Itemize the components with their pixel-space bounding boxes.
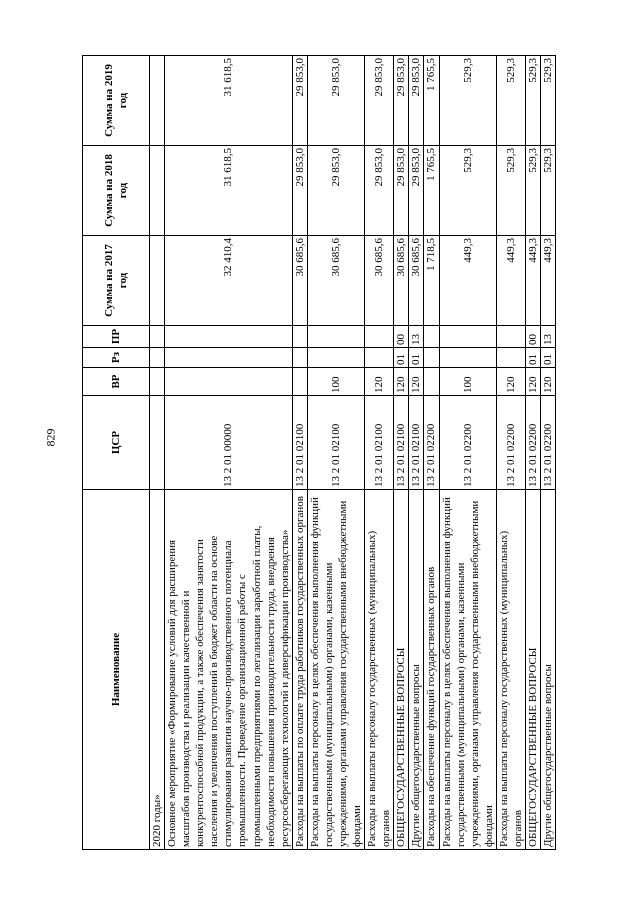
row-csr: 13 2 01 00000 bbox=[165, 396, 293, 490]
row-name: Расходы на выплаты по оплате труда работников государственных органов bbox=[292, 490, 307, 850]
row-sum-2019: 529,3 bbox=[439, 56, 496, 146]
row-sum-2018: 529,3 bbox=[526, 146, 541, 236]
row-vr bbox=[150, 368, 165, 396]
header-row bbox=[83, 56, 150, 850]
row-rz: 01 bbox=[541, 348, 556, 368]
row-rz bbox=[439, 348, 496, 368]
row-sum-2017: 449,3 bbox=[439, 236, 496, 326]
header-rz: Рз bbox=[83, 348, 150, 368]
row-sum-2017: 30 685,6 bbox=[409, 236, 424, 326]
row-pr: 00 bbox=[526, 326, 541, 348]
page-number: 829 bbox=[43, 428, 58, 447]
table-row bbox=[439, 56, 496, 850]
row-csr: 13 2 01 02100 bbox=[365, 396, 394, 490]
row-rz bbox=[165, 348, 293, 368]
row-rz bbox=[365, 348, 394, 368]
row-rz bbox=[307, 348, 364, 368]
row-sum-2019: 31 618,5 bbox=[165, 56, 293, 146]
table-row bbox=[292, 56, 307, 850]
header-sum-2017: Сумма на 2017 год bbox=[83, 236, 150, 326]
row-name: ОБЩЕГОСУДАРСТВЕННЫЕ ВОПРОСЫ bbox=[526, 490, 541, 850]
row-sum-2017: 30 685,6 bbox=[365, 236, 394, 326]
row-vr: 120 bbox=[394, 368, 409, 396]
row-sum-2019: 529,3 bbox=[496, 56, 525, 146]
header-sum-2018: Сумма на 2018 год bbox=[83, 146, 150, 236]
budget-table bbox=[82, 55, 556, 850]
row-sum-2018: 29 853,0 bbox=[409, 146, 424, 236]
row-sum-2017: 449,3 bbox=[496, 236, 525, 326]
row-sum-2017: 32 410,4 bbox=[165, 236, 293, 326]
row-sum-2017: 30 685,6 bbox=[292, 236, 307, 326]
row-pr bbox=[307, 326, 364, 348]
row-sum-2019: 29 853,0 bbox=[365, 56, 394, 146]
row-rz: 01 bbox=[409, 348, 424, 368]
header-sum-2019: Сумма на 2019 год bbox=[83, 56, 150, 146]
row-vr: 120 bbox=[409, 368, 424, 396]
row-csr: 13 2 01 02200 bbox=[439, 396, 496, 490]
table-row bbox=[541, 56, 556, 850]
table-body bbox=[150, 56, 556, 850]
table-row bbox=[307, 56, 364, 850]
header-pr: ПР bbox=[83, 326, 150, 348]
table-row bbox=[526, 56, 541, 850]
row-name: Расходы на обеспечение функций государственных органов bbox=[424, 490, 439, 850]
row-name: Другие общегосударственные вопросы bbox=[409, 490, 424, 850]
header-csr: ЦСР bbox=[83, 396, 150, 490]
row-vr: 120 bbox=[496, 368, 525, 396]
row-sum-2019: 29 853,0 bbox=[292, 56, 307, 146]
row-pr bbox=[496, 326, 525, 348]
row-pr bbox=[292, 326, 307, 348]
row-csr bbox=[150, 396, 165, 490]
row-pr: 13 bbox=[541, 326, 556, 348]
row-vr: 120 bbox=[365, 368, 394, 396]
row-name: Расходы на выплаты персоналу государственных (муниципальных) органов bbox=[365, 490, 394, 850]
row-rz bbox=[150, 348, 165, 368]
header-name: Наименование bbox=[83, 490, 150, 850]
row-sum-2019: 29 853,0 bbox=[394, 56, 409, 146]
row-sum-2017: 30 685,6 bbox=[394, 236, 409, 326]
table-row bbox=[424, 56, 439, 850]
row-sum-2018: 529,3 bbox=[496, 146, 525, 236]
row-rz bbox=[292, 348, 307, 368]
row-pr bbox=[150, 326, 165, 348]
table-row bbox=[165, 56, 293, 850]
row-sum-2019 bbox=[150, 56, 165, 146]
row-sum-2018: 529,3 bbox=[541, 146, 556, 236]
row-rz bbox=[424, 348, 439, 368]
row-name: Другие общегосударственные вопросы bbox=[541, 490, 556, 850]
row-rz: 01 bbox=[526, 348, 541, 368]
row-sum-2017: 30 685,6 bbox=[307, 236, 364, 326]
header-vr: ВР bbox=[83, 368, 150, 396]
row-vr bbox=[424, 368, 439, 396]
row-sum-2019: 529,3 bbox=[526, 56, 541, 146]
table-row bbox=[409, 56, 424, 850]
row-vr: 100 bbox=[439, 368, 496, 396]
row-sum-2017 bbox=[150, 236, 165, 326]
row-name: Расходы на выплаты персоналу в целях обеспечения выполнения функций государственными (муниципальными) органами, казенными учреждениями, органами управления государственными внебюджетными фондами bbox=[439, 490, 496, 850]
row-sum-2017: 1 718,5 bbox=[424, 236, 439, 326]
table-frame bbox=[82, 56, 588, 850]
row-pr: 13 bbox=[409, 326, 424, 348]
table-row bbox=[496, 56, 525, 850]
row-name: Расходы на выплаты персоналу в целях обеспечения выполнения функций государственными (муниципальными) органами, казенными учреждениями, органами управления государственными внебюджетными фондами bbox=[307, 490, 364, 850]
row-sum-2019: 529,3 bbox=[541, 56, 556, 146]
row-csr: 13 2 01 02200 bbox=[541, 396, 556, 490]
row-name: Расходы на выплаты персоналу государственных (муниципальных) органов bbox=[496, 490, 525, 850]
row-csr: 13 2 01 02100 bbox=[307, 396, 364, 490]
row-pr bbox=[424, 326, 439, 348]
row-csr: 13 2 01 02200 bbox=[496, 396, 525, 490]
row-vr: 100 bbox=[307, 368, 364, 396]
row-rz bbox=[496, 348, 525, 368]
row-sum-2018: 29 853,0 bbox=[394, 146, 409, 236]
row-vr bbox=[292, 368, 307, 396]
row-csr: 13 2 01 02100 bbox=[292, 396, 307, 490]
row-pr: 00 bbox=[394, 326, 409, 348]
row-sum-2019: 29 853,0 bbox=[409, 56, 424, 146]
row-pr bbox=[165, 326, 293, 348]
row-csr: 13 2 01 02100 bbox=[409, 396, 424, 490]
rotated-table-container bbox=[82, 56, 588, 850]
row-name: 2020 годы» bbox=[150, 490, 165, 850]
row-sum-2019: 29 853,0 bbox=[307, 56, 364, 146]
row-vr: 120 bbox=[526, 368, 541, 396]
row-rz: 01 bbox=[394, 348, 409, 368]
row-sum-2018: 31 618,5 bbox=[165, 146, 293, 236]
row-csr: 13 2 01 02100 bbox=[394, 396, 409, 490]
row-name: ОБЩЕГОСУДАРСТВЕННЫЕ ВОПРОСЫ bbox=[394, 490, 409, 850]
row-sum-2018: 529,3 bbox=[439, 146, 496, 236]
row-vr bbox=[165, 368, 293, 396]
row-sum-2018: 1 765,5 bbox=[424, 146, 439, 236]
row-vr: 120 bbox=[541, 368, 556, 396]
row-name: Основное мероприятие «Формирование условий для расширения масштабов производства и реализации качественной и конкурентоспособной продукции, а также обеспечения занятости населения и увеличения поступлений в бюджет области на основе стимулирования развития научно-производственного потенциала промышленности. Проведение организационной работы с промышленными предприятиями по легализации заработной платы, необходимости повышения производительности труда, внедрения ресурсосберегающих технологий и диверсификации производства» bbox=[165, 490, 293, 850]
row-sum-2019: 1 765,5 bbox=[424, 56, 439, 146]
row-sum-2018: 29 853,0 bbox=[307, 146, 364, 236]
table-row bbox=[394, 56, 409, 850]
row-pr bbox=[439, 326, 496, 348]
row-csr: 13 2 01 02200 bbox=[526, 396, 541, 490]
table-row bbox=[365, 56, 394, 850]
row-sum-2018: 29 853,0 bbox=[365, 146, 394, 236]
row-sum-2017: 449,3 bbox=[526, 236, 541, 326]
row-sum-2018: 29 853,0 bbox=[292, 146, 307, 236]
row-pr bbox=[365, 326, 394, 348]
row-sum-2017: 449,3 bbox=[541, 236, 556, 326]
row-sum-2018 bbox=[150, 146, 165, 236]
row-csr: 13 2 01 02200 bbox=[424, 396, 439, 490]
table-row bbox=[150, 56, 165, 850]
